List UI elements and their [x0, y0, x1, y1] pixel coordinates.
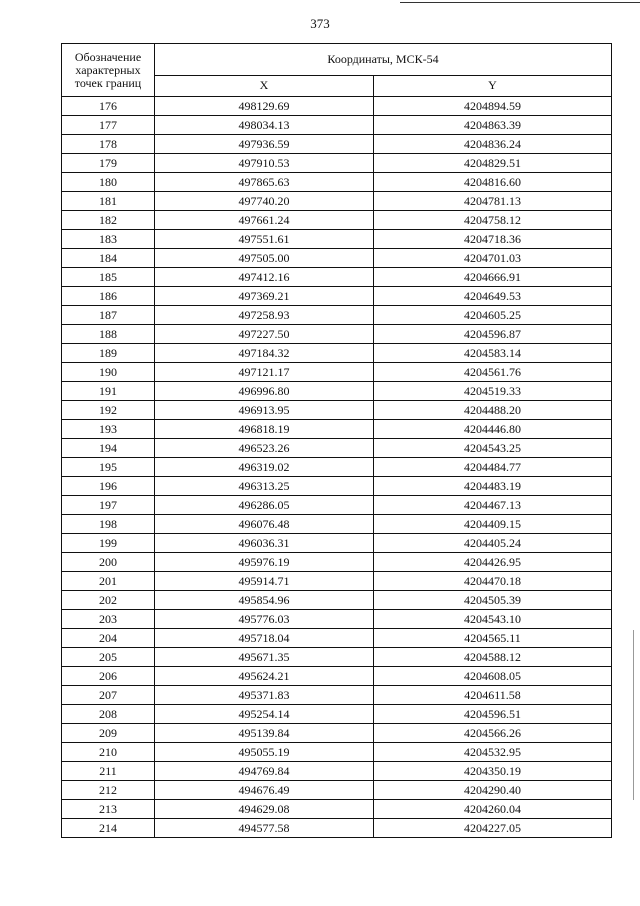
y-coordinate-cell: 4204561.76 [374, 363, 612, 382]
table-row [62, 192, 612, 211]
point-number-cell: 189 [62, 344, 155, 363]
table-body [62, 97, 612, 838]
y-coordinate-cell: 4204543.25 [374, 439, 612, 458]
table-row [62, 515, 612, 534]
y-coordinate-cell: 4204350.19 [374, 762, 612, 781]
y-coordinate-cell: 4204532.95 [374, 743, 612, 762]
page-edge-mark [633, 630, 634, 800]
point-number-cell: 210 [62, 743, 155, 762]
x-coordinate-cell: 494676.49 [155, 781, 374, 800]
y-coordinate-cell: 4204829.51 [374, 154, 612, 173]
table-row [62, 800, 612, 819]
y-coordinate-cell: 4204519.33 [374, 382, 612, 401]
point-number-cell: 188 [62, 325, 155, 344]
x-coordinate-cell: 495854.96 [155, 591, 374, 610]
point-number-cell: 202 [62, 591, 155, 610]
x-coordinate-cell: 495254.14 [155, 705, 374, 724]
x-coordinate-cell: 496319.02 [155, 458, 374, 477]
point-number-cell: 178 [62, 135, 155, 154]
point-number-cell: 213 [62, 800, 155, 819]
table-row [62, 496, 612, 515]
point-number-cell: 212 [62, 781, 155, 800]
table-row [62, 382, 612, 401]
y-coordinate-cell: 4204718.36 [374, 230, 612, 249]
point-number-cell: 195 [62, 458, 155, 477]
x-coordinate-cell: 497258.93 [155, 306, 374, 325]
y-coordinate-cell: 4204608.05 [374, 667, 612, 686]
x-coordinate-cell: 496286.05 [155, 496, 374, 515]
x-coordinate-cell: 497910.53 [155, 154, 374, 173]
point-number-cell: 199 [62, 534, 155, 553]
x-coordinate-cell: 497936.59 [155, 135, 374, 154]
table-row [62, 686, 612, 705]
table-row [62, 572, 612, 591]
x-coordinate-cell: 498129.69 [155, 97, 374, 116]
y-coordinate-cell: 4204565.11 [374, 629, 612, 648]
y-coordinate-cell: 4204405.24 [374, 534, 612, 553]
x-coordinate-cell: 495718.04 [155, 629, 374, 648]
y-coordinate-cell: 4204566.26 [374, 724, 612, 743]
point-number-cell: 185 [62, 268, 155, 287]
point-number-cell: 193 [62, 420, 155, 439]
coordinates-group-header: Координаты, МСК-54 [155, 44, 612, 76]
point-number-cell: 205 [62, 648, 155, 667]
y-coordinate-cell: 4204426.95 [374, 553, 612, 572]
y-coordinate-cell: 4204483.19 [374, 477, 612, 496]
x-coordinate-cell: 495371.83 [155, 686, 374, 705]
table-row [62, 743, 612, 762]
x-coordinate-cell: 494769.84 [155, 762, 374, 781]
point-number-cell: 208 [62, 705, 155, 724]
table-row [62, 401, 612, 420]
x-coordinate-cell: 495139.84 [155, 724, 374, 743]
x-coordinate-cell: 495976.19 [155, 553, 374, 572]
point-number-cell: 203 [62, 610, 155, 629]
table-row [62, 135, 612, 154]
y-column-header: Y [374, 75, 612, 96]
point-number-cell: 187 [62, 306, 155, 325]
point-number-cell: 206 [62, 667, 155, 686]
y-coordinate-cell: 4204409.15 [374, 515, 612, 534]
x-coordinate-cell: 496036.31 [155, 534, 374, 553]
y-coordinate-cell: 4204488.20 [374, 401, 612, 420]
table-row [62, 325, 612, 344]
x-coordinate-cell: 497184.32 [155, 344, 374, 363]
table-row [62, 819, 612, 838]
table-row [62, 344, 612, 363]
x-coordinate-cell: 495624.21 [155, 667, 374, 686]
y-coordinate-cell: 4204227.05 [374, 819, 612, 838]
point-number-cell: 194 [62, 439, 155, 458]
point-number-cell: 183 [62, 230, 155, 249]
y-coordinate-cell: 4204611.58 [374, 686, 612, 705]
point-number-cell: 182 [62, 211, 155, 230]
x-coordinate-cell: 497369.21 [155, 287, 374, 306]
page-top-rule [400, 2, 640, 3]
x-coordinate-cell: 497505.00 [155, 249, 374, 268]
x-coordinate-cell: 497740.20 [155, 192, 374, 211]
point-number-cell: 179 [62, 154, 155, 173]
x-coordinate-cell: 496523.26 [155, 439, 374, 458]
point-number-cell: 204 [62, 629, 155, 648]
point-number-cell: 197 [62, 496, 155, 515]
y-coordinate-cell: 4204863.39 [374, 116, 612, 135]
y-coordinate-cell: 4204543.10 [374, 610, 612, 629]
table-row [62, 363, 612, 382]
table-row [62, 553, 612, 572]
y-coordinate-cell: 4204894.59 [374, 97, 612, 116]
table-row [62, 477, 612, 496]
point-number-cell: 198 [62, 515, 155, 534]
table-row [62, 648, 612, 667]
table-row [62, 724, 612, 743]
y-coordinate-cell: 4204596.51 [374, 705, 612, 724]
header-row-1 [62, 44, 612, 76]
table-row [62, 420, 612, 439]
point-number-cell: 201 [62, 572, 155, 591]
point-number-cell: 200 [62, 553, 155, 572]
y-coordinate-cell: 4204816.60 [374, 173, 612, 192]
table-row [62, 173, 612, 192]
x-coordinate-cell: 495055.19 [155, 743, 374, 762]
y-coordinate-cell: 4204260.04 [374, 800, 612, 819]
x-coordinate-cell: 496996.80 [155, 382, 374, 401]
x-coordinate-cell: 497661.24 [155, 211, 374, 230]
table-row [62, 458, 612, 477]
point-number-cell: 181 [62, 192, 155, 211]
page-number: 373 [310, 16, 330, 31]
x-coordinate-cell: 497551.61 [155, 230, 374, 249]
y-coordinate-cell: 4204781.13 [374, 192, 612, 211]
table-row [62, 249, 612, 268]
y-coordinate-cell: 4204467.13 [374, 496, 612, 515]
point-number-cell: 190 [62, 363, 155, 382]
table-row [62, 306, 612, 325]
point-number-cell: 184 [62, 249, 155, 268]
x-coordinate-cell: 494629.08 [155, 800, 374, 819]
y-coordinate-cell: 4204649.53 [374, 287, 612, 306]
table-row [62, 268, 612, 287]
table-row [62, 534, 612, 553]
x-coordinate-cell: 495914.71 [155, 572, 374, 591]
table-row [62, 439, 612, 458]
table-row [62, 287, 612, 306]
point-number-cell: 186 [62, 287, 155, 306]
y-coordinate-cell: 4204596.87 [374, 325, 612, 344]
y-coordinate-cell: 4204484.77 [374, 458, 612, 477]
y-coordinate-cell: 4204583.14 [374, 344, 612, 363]
y-coordinate-cell: 4204836.24 [374, 135, 612, 154]
point-number-cell: 177 [62, 116, 155, 135]
y-coordinate-cell: 4204701.03 [374, 249, 612, 268]
x-column-header: X [155, 75, 374, 96]
table-row [62, 781, 612, 800]
table-header [62, 44, 612, 97]
point-number-cell: 176 [62, 97, 155, 116]
y-coordinate-cell: 4204666.91 [374, 268, 612, 287]
table-row [62, 610, 612, 629]
x-coordinate-cell: 496913.95 [155, 401, 374, 420]
x-coordinate-cell: 496818.19 [155, 420, 374, 439]
table-row [62, 762, 612, 781]
point-number-cell: 211 [62, 762, 155, 781]
table-row [62, 629, 612, 648]
point-number-cell: 191 [62, 382, 155, 401]
x-coordinate-cell: 497412.16 [155, 268, 374, 287]
table-row [62, 667, 612, 686]
x-coordinate-cell: 497865.63 [155, 173, 374, 192]
table-row [62, 154, 612, 173]
point-number-cell: 196 [62, 477, 155, 496]
x-coordinate-cell: 497227.50 [155, 325, 374, 344]
point-number-cell: 180 [62, 173, 155, 192]
table-row [62, 97, 612, 116]
y-coordinate-cell: 4204446.80 [374, 420, 612, 439]
table-row [62, 705, 612, 724]
point-column-header: Обозначение характерных точек границ [62, 44, 155, 97]
y-coordinate-cell: 4204470.18 [374, 572, 612, 591]
x-coordinate-cell: 497121.17 [155, 363, 374, 382]
y-coordinate-cell: 4204290.40 [374, 781, 612, 800]
x-coordinate-cell: 495671.35 [155, 648, 374, 667]
x-coordinate-cell: 495776.03 [155, 610, 374, 629]
point-number-cell: 192 [62, 401, 155, 420]
point-number-cell: 207 [62, 686, 155, 705]
y-coordinate-cell: 4204605.25 [374, 306, 612, 325]
x-coordinate-cell: 494577.58 [155, 819, 374, 838]
x-coordinate-cell: 496313.25 [155, 477, 374, 496]
table-row [62, 116, 612, 135]
y-coordinate-cell: 4204758.12 [374, 211, 612, 230]
table-row [62, 211, 612, 230]
x-coordinate-cell: 496076.48 [155, 515, 374, 534]
coordinates-table [61, 43, 612, 838]
table-row [62, 230, 612, 249]
y-coordinate-cell: 4204505.39 [374, 591, 612, 610]
point-number-cell: 214 [62, 819, 155, 838]
table-row [62, 591, 612, 610]
x-coordinate-cell: 498034.13 [155, 116, 374, 135]
point-number-cell: 209 [62, 724, 155, 743]
y-coordinate-cell: 4204588.12 [374, 648, 612, 667]
